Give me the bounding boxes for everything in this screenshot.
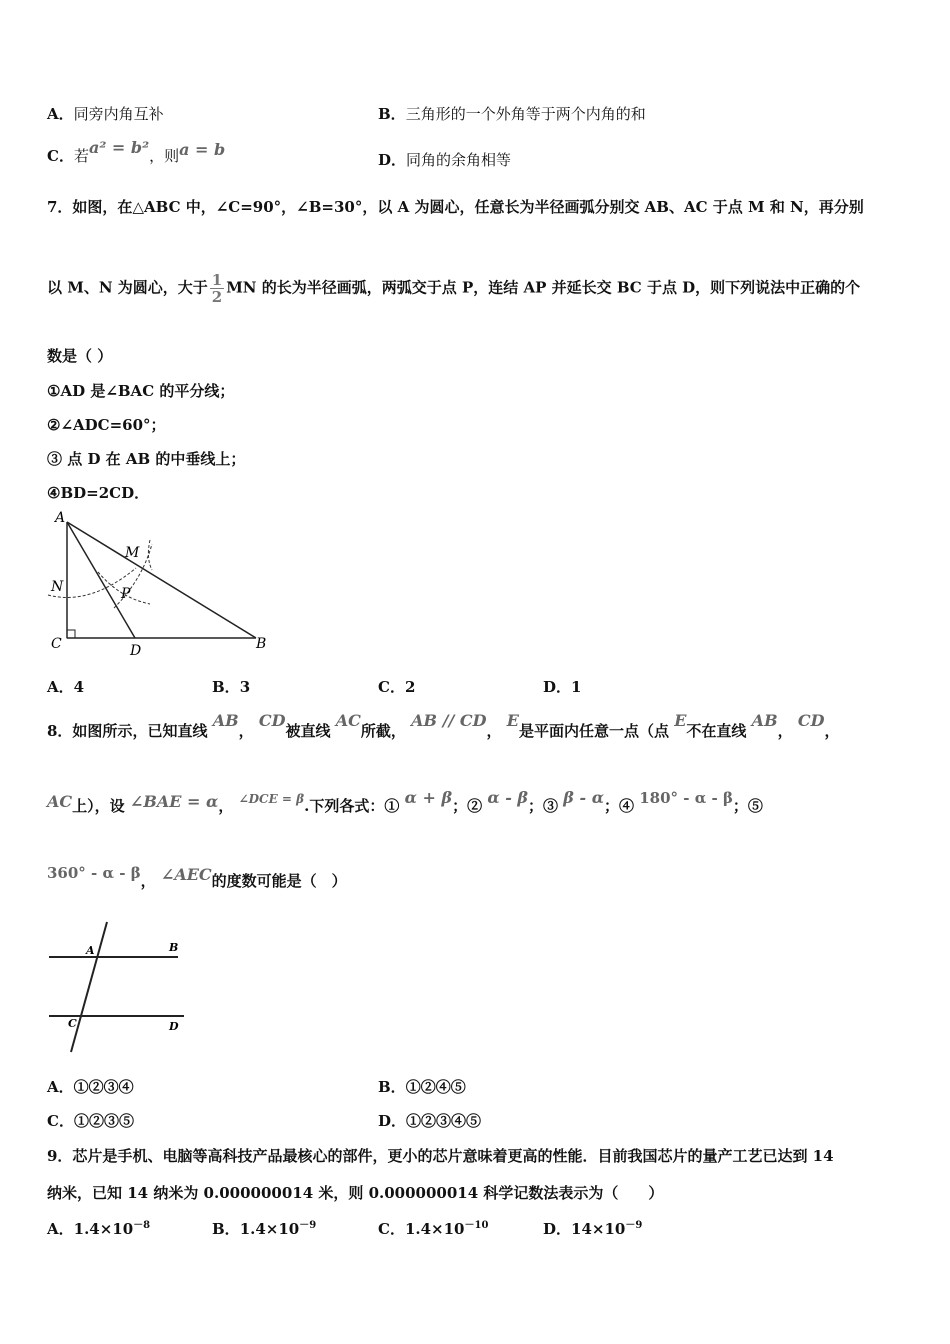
q8-stem-line1: 8．如图所示，已知直线 AB， CD被直线 AC所截， AB // CD， E是平面内任意一点（点 E不在直线 AB， CD， (47, 711, 840, 740)
label-b: B (256, 636, 267, 652)
fraction-one-half: $\frac{1}{2}$ (211, 271, 223, 306)
label-p: P (121, 586, 131, 602)
q7-triangle-figure (40, 508, 280, 658)
line-ac (71, 922, 107, 1052)
q8-option-c[interactable]: C．①②③⑤ (47, 1112, 134, 1130)
q6-option-c[interactable]: C．若a² = b²，则a = b (47, 138, 226, 165)
label-m: M (125, 545, 140, 561)
label-d: D (169, 1020, 179, 1033)
q7-option-b[interactable]: B．3 (212, 678, 251, 696)
q8-option-b[interactable]: B．①②④⑤ (378, 1078, 466, 1096)
q7-option-c[interactable]: C．2 (378, 678, 416, 696)
segment-ad (67, 522, 135, 638)
q8-option-d[interactable]: D．①②③④⑤ (378, 1112, 482, 1130)
right-angle-mark (67, 630, 75, 638)
q9-stem-line1: 9．芯片是手机、电脑等高科技产品最核心的部件，更小的芯片意味着更高的性能．目前我国芯片的量产工艺已达到 14 (47, 1147, 834, 1165)
q6-option-d[interactable]: D．同角的余角相等 (378, 151, 512, 169)
label-a: A (86, 944, 95, 957)
q8-option-a[interactable]: A．①②③④ (47, 1078, 134, 1096)
q9-option-b[interactable]: B．$1.4\times 10^{-9}$ (212, 1220, 317, 1238)
label-d: D (130, 643, 142, 658)
q7-stem-line2: 以 M、N 为圆心，大于 $\frac{1}{2}$ MN 的长为半径画弧，两弧交于点 P，连结 AP 并延长交 BC 于点 D，则下列说法中正确的个 (47, 271, 861, 306)
q8-stem-line2: AC上），设 ∠BAE = α， $^{\angle DCE = \beta}$.下列各式：① α + β；② α - β；③ β - α；④ 180° - α - β；⑤ (47, 788, 763, 815)
q6-option-b[interactable]: B．三角形的一个外角等于两个内角的和 (378, 105, 646, 123)
label-c: C (68, 1017, 77, 1030)
q9-option-c[interactable]: C．$1.4\times 10^{-10}$ (378, 1220, 489, 1238)
q8-parallel-lines-figure (45, 920, 195, 1060)
q6-option-a[interactable]: A．同旁内角互补 (47, 105, 164, 123)
q7-stem-line3: 数是（ ） (47, 347, 113, 365)
q7-stem-line1: 7．如图，在△ABC 中，∠C=90°，∠B=30°，以 A 为圆心，任意长为半径画弧分别交 AB、AC 于点 M 和 N，再分别 (47, 198, 864, 216)
label-n: N (51, 579, 64, 595)
label-a: A (55, 510, 66, 526)
q8-stem-line3: 360° - α - β， ∠AEC的度数可能是（ ） (47, 864, 347, 890)
segment-ab (67, 522, 256, 638)
q7-statement-1: ①AD 是∠BAC 的平分线； (47, 382, 235, 400)
label-b: B (169, 941, 179, 954)
q7-statement-4: ④BD=2CD． (47, 484, 150, 502)
q9-option-a[interactable]: A．$1.4\times 10^{-8}$ (47, 1220, 151, 1238)
q7-option-a[interactable]: A．4 (47, 678, 85, 696)
q7-statement-3: ③ 点 D 在 AB 的中垂线上； (47, 450, 246, 468)
q9-option-d[interactable]: D．$14\times 10^{-9}$ (543, 1220, 643, 1238)
q7-option-d[interactable]: D．1 (543, 678, 582, 696)
q7-statement-2: ②∠ADC=60°； (47, 416, 166, 434)
q9-stem-line2: 纳米，已知 14 纳米为 0.000000014 米，则 0.000000014 科学记数法表示为（ ） (47, 1184, 664, 1202)
label-c: C (51, 636, 62, 652)
